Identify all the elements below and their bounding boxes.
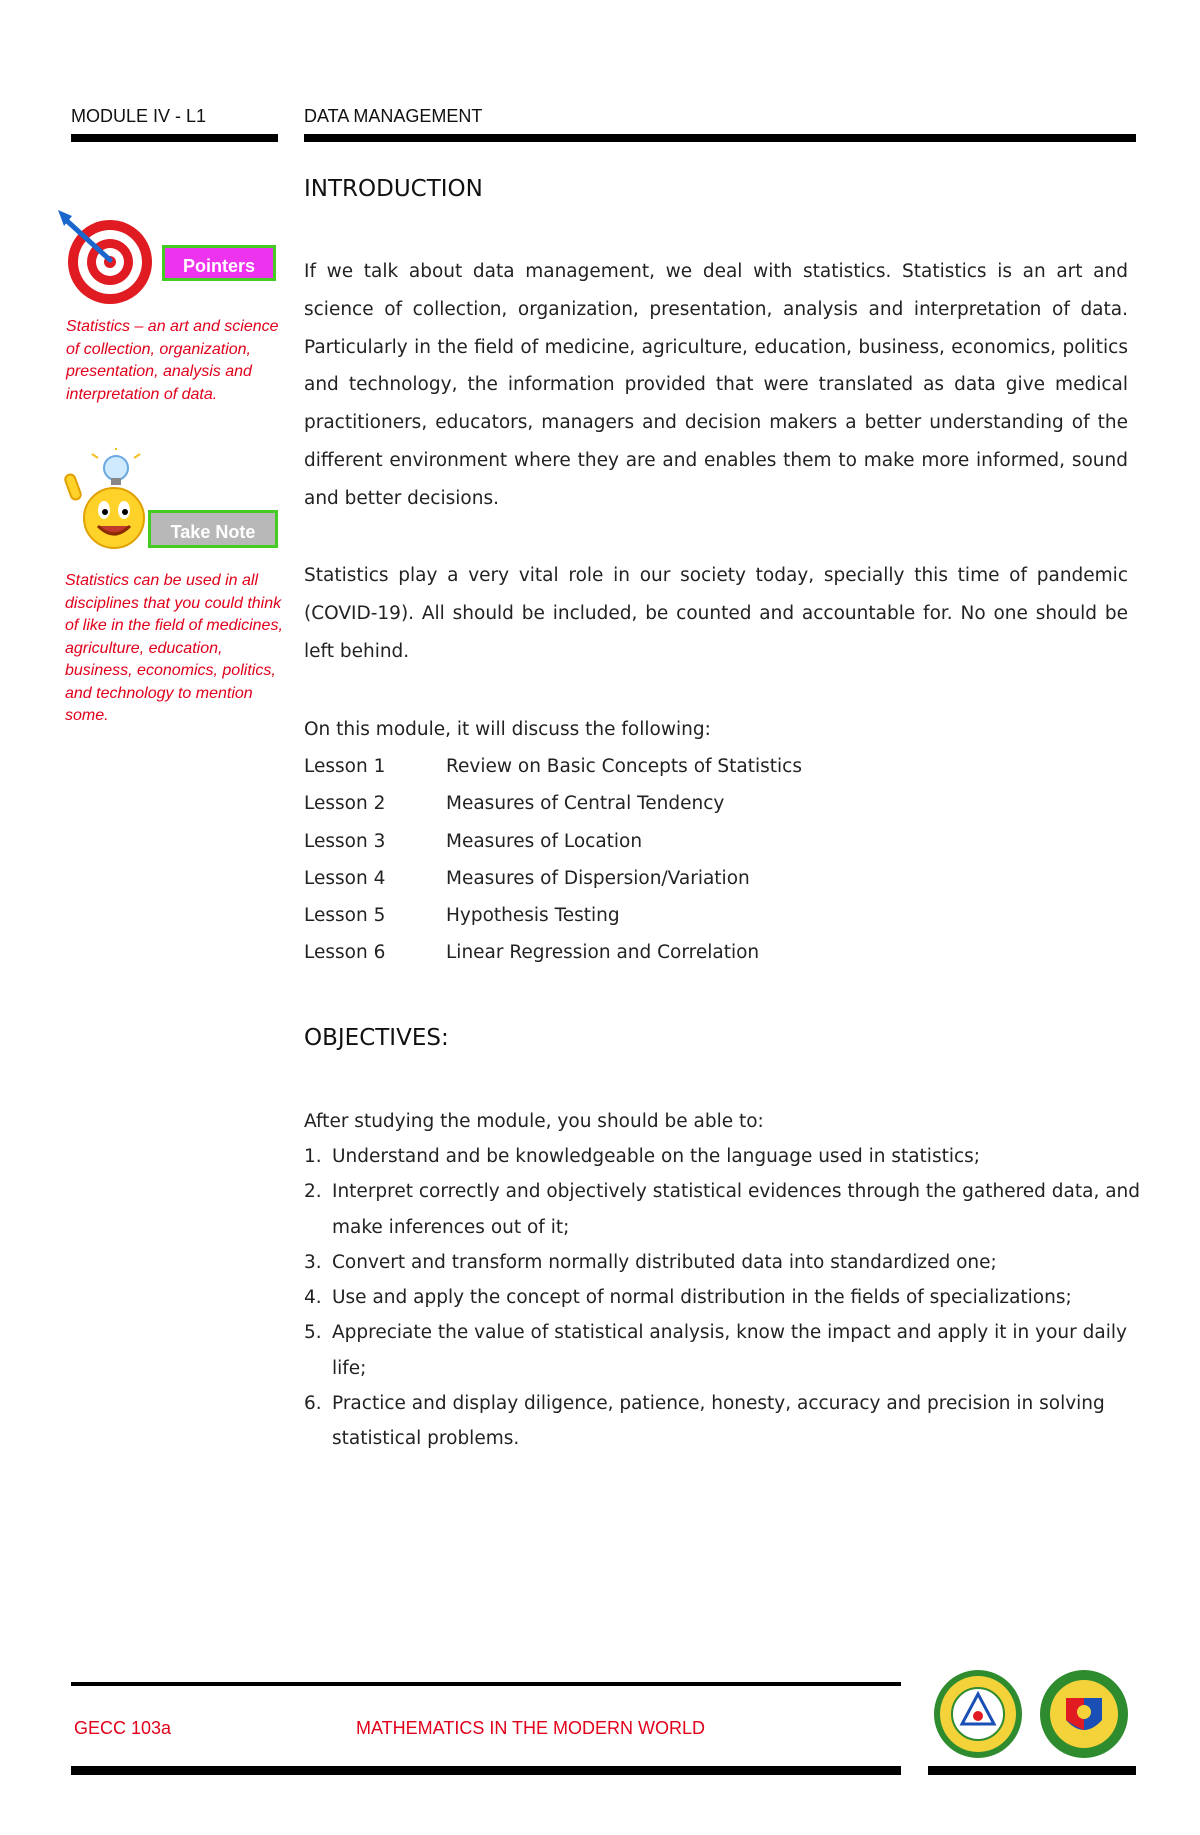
lesson-title: Measures of Location bbox=[446, 831, 643, 852]
header-rule-right bbox=[304, 134, 1136, 142]
objective-item: 5. Appreciate the value of statistical analysis, know the impact and apply it in your daily life; bbox=[304, 1322, 1127, 1379]
takenote-label: Take Note bbox=[148, 510, 278, 548]
intro-paragraph-1: If we talk about data management, we deal with statistics. Statistics is an art and science of collection, organization, presentation, analysis and interpretation of data. Particularly in the field of medicine, agriculture, education, business, economics, politics and technology, the information provided that were translated as data give medical practitioners, educators, managers and decision makers a better understanding of the different environment where they are and enables them to make more informed, sound and better decisions. bbox=[304, 261, 1128, 509]
lessons-lead: On this module, it will discuss the following: bbox=[304, 719, 711, 740]
pointers-label: Pointers bbox=[162, 245, 276, 281]
footer-rule-bottom-left bbox=[71, 1766, 901, 1775]
course-title: MATHEMATICS IN THE MODERN WORLD bbox=[356, 1718, 706, 1738]
lesson-title: Review on Basic Concepts of Statistics bbox=[446, 756, 802, 777]
smiley-lightbulb-icon bbox=[64, 448, 156, 550]
lesson-title: Hypothesis Testing bbox=[446, 905, 620, 926]
intro-heading: INTRODUCTION bbox=[304, 176, 483, 202]
lesson-label: Lesson 1 bbox=[304, 756, 386, 777]
college-seal-icon bbox=[1036, 1668, 1132, 1760]
lesson-label: Lesson 2 bbox=[304, 793, 386, 814]
footer-rule-top bbox=[71, 1682, 901, 1686]
module-label: MODULE IV - L1 bbox=[71, 106, 207, 126]
objective-item: 2. Interpret correctly and objectively statistical evidences through the gathered data, and make inferences out of it; bbox=[304, 1181, 1141, 1238]
lesson-label: Lesson 4 bbox=[304, 868, 386, 889]
objective-item: 4. Use and apply the concept of normal distribution in the fields of specializations; bbox=[304, 1287, 1072, 1309]
topic-label: DATA MANAGEMENT bbox=[304, 106, 483, 126]
lesson-row bbox=[304, 934, 1124, 971]
footer-rule-bottom-right bbox=[928, 1766, 1136, 1775]
university-seal-icon bbox=[932, 1668, 1024, 1760]
objectives-lead: After studying the module, you should be able to: bbox=[304, 1111, 764, 1132]
lesson-row bbox=[304, 823, 1124, 860]
takenote-note: Statistics can be used in all disciplines that you could think of like in the field of medicines, agriculture, education, business, economics, politics, and technology to mention some. bbox=[65, 572, 283, 724]
objective-item: 1. Understand and be knowledgeable on the language used in statistics; bbox=[304, 1146, 981, 1167]
lesson-label: Lesson 3 bbox=[304, 831, 386, 852]
lesson-label: Lesson 6 bbox=[304, 942, 386, 963]
lesson-title: Linear Regression and Correlation bbox=[446, 942, 760, 963]
target-dart-icon bbox=[52, 206, 164, 308]
lesson-row bbox=[304, 897, 1124, 934]
objective-item: 3. Convert and transform normally distributed data into standardized one; bbox=[304, 1251, 997, 1273]
lesson-row bbox=[304, 860, 1124, 897]
header-rule-left bbox=[71, 134, 278, 142]
lesson-title: Measures of Dispersion/Variation bbox=[446, 868, 750, 889]
intro-paragraph-2: Statistics play a very vital role in our society today, specially this time of pandemic (COVID-19). All should be included, be counted and accountable for. No one should be left behind. bbox=[304, 565, 1128, 662]
lesson-row bbox=[304, 748, 1124, 785]
pointers-note: Statistics – an art and science of collection, organization, presentation, analysis and interpretation of data. bbox=[66, 318, 279, 403]
lesson-title: Measures of Central Tendency bbox=[446, 793, 725, 814]
lesson-label: Lesson 5 bbox=[304, 905, 386, 926]
course-code: GECC 103a bbox=[74, 1718, 172, 1738]
objectives-list bbox=[304, 1139, 1144, 1457]
objective-item: 6. Practice and display diligence, patience, honesty, accuracy and precision in solving statistical problems. bbox=[304, 1393, 1105, 1450]
lesson-row bbox=[304, 785, 1124, 822]
objectives-heading: OBJECTIVES: bbox=[304, 1025, 449, 1051]
